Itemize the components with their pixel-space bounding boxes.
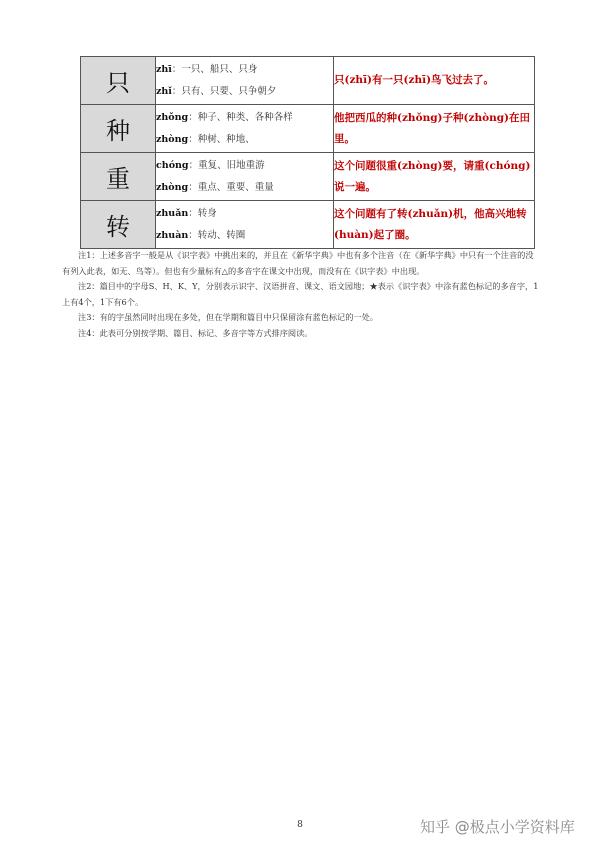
example-sentence: 他把西瓜的种(zhǒng)子种(zhòng)在田里。 xyxy=(334,105,535,153)
reading-line xyxy=(156,203,333,225)
pinyin: zhòng xyxy=(156,181,189,193)
character-cell: 转 xyxy=(81,201,156,249)
table-row xyxy=(81,105,535,153)
polyphonic-table-body xyxy=(81,57,535,249)
note-4: 注4：此表可分别按学期、篇目、标记、多音字等方式排序阅读。 xyxy=(78,327,313,338)
example-words: ：转身 xyxy=(188,207,217,219)
character-cell: 只 xyxy=(81,57,156,105)
character-cell: 重 xyxy=(81,153,156,201)
example-words: ：只有、只要、只争朝夕 xyxy=(171,85,277,97)
example-words: ：转动、转圈 xyxy=(188,229,246,241)
reading-line xyxy=(156,225,333,247)
example-sentence: 这个问题很重(zhòng)要，请重(chóng)说一遍。 xyxy=(334,153,535,201)
reading-line xyxy=(156,129,333,151)
table-row xyxy=(81,57,535,105)
reading-line xyxy=(156,81,333,103)
example-sentence: 这个问题有了转(zhuǎn)机，他高兴地转(huàn)起了圈。 xyxy=(334,201,535,249)
pinyin: chóng xyxy=(156,159,189,171)
example-words: ：种子、种类、各种各样 xyxy=(188,111,293,123)
reading-line xyxy=(156,177,333,199)
pinyin: zhǐ xyxy=(156,85,172,97)
pinyin: zhī xyxy=(156,63,172,75)
example-words: ：重点、重要、重量 xyxy=(188,181,274,193)
readings-cell xyxy=(156,57,334,105)
example-words: ：种树、种地、 xyxy=(188,133,255,145)
character-cell: 种 xyxy=(81,105,156,153)
reading-line xyxy=(156,107,333,129)
notes xyxy=(62,248,540,341)
readings-cell xyxy=(156,153,334,201)
page-number: 8 xyxy=(297,820,303,830)
reading-line xyxy=(156,155,333,177)
pinyin: zhòng xyxy=(156,133,189,145)
polyphonic-table xyxy=(80,56,535,249)
example-sentence: 只(zhī)有一只(zhī)鸟飞过去了。 xyxy=(334,57,535,105)
pinyin: zhuǎn xyxy=(156,207,189,219)
readings-cell xyxy=(156,201,334,249)
example-words: ：一只、船只、只身 xyxy=(171,63,258,75)
table-row xyxy=(81,153,535,201)
pinyin: zhǒng xyxy=(156,111,189,123)
table-row xyxy=(81,201,535,249)
readings-cell xyxy=(156,105,334,153)
note-3: 注3：有的字虽然同时出现在多处，但在学期和篇目中只保留涂有蓝色标记的一处。 xyxy=(78,312,378,322)
reading-line xyxy=(156,59,333,81)
note-2: 注2：篇目中的字母S、H、K、Y，分别表示识字、汉语拼音、课文、语文园地；★表示《识字表》中涂有蓝色标记的多音字，1上有4个，1下有6个。 xyxy=(62,281,539,307)
example-words: ：重复、旧地重游 xyxy=(188,159,265,171)
pinyin: zhuàn xyxy=(156,229,189,241)
watermark: 知乎 @极点小学资料库 xyxy=(420,818,575,836)
note-1: 注1：上述多音字一般是从《识字表》中挑出来的，并且在《新华字典》中也有多个注音（在《新华字典》中只有一个注音的没有列入此表，如无、鸟等）。但也有少量标有△的多音字在课文中出现，而没有在《识字表》中出现。 xyxy=(62,250,534,276)
